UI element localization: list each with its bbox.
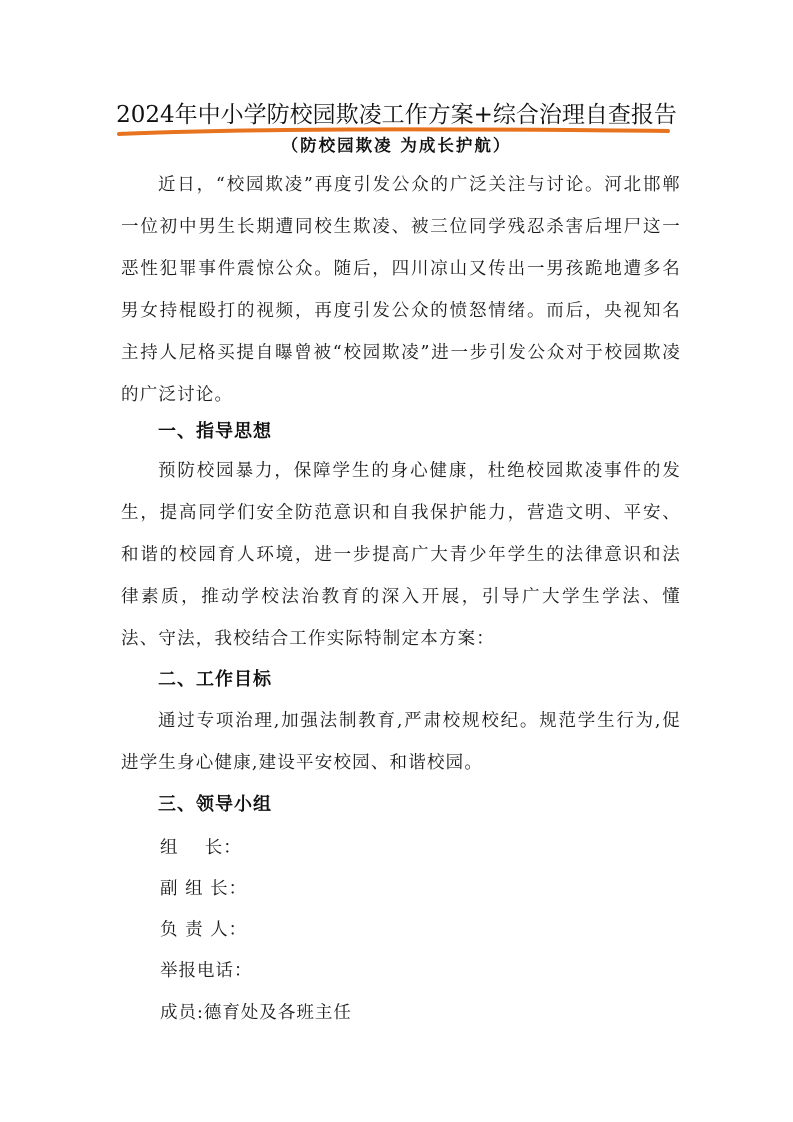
intro-paragraph: 近日，“校园欺凌”再度引发公众的广泛关注与讨论。河北邯郸一位初中男生长期遭同校生欺凌、被三位同学残忍杀害后埋尸这一恶性犯罪事件震惊公众。随后，四川凉山又传出一男孩跪地遭多名男女持棍殴打的视频，再度引发公众的愤怒情绪。而后，央视知名主持人尼格买提自曝曾被“校园欺凌”进一步引发公众对于校园欺凌的广泛讨论。: [121, 175, 681, 405]
section-body-guiding-ideology: 预防校园暴力，保障学生的身心健康，杜绝校园欺凌事件的发生，提高同学们安全防范意识和自我保护能力，营造文明、平安、和谐的校园育人环境，进一步提高广大青少年学生的法律意识和法律素质，推动学校法治教育的深入开展，引导广大学生学法、懂法、守法，我校结合工作实际特制定本方案：: [121, 461, 681, 649]
document-title: 2024年中小学防校园欺凌工作方案+综合治理自查报告: [116, 102, 677, 128]
document-subtitle: （防校园欺凌 为成长护航）: [281, 136, 512, 155]
section-heading-guiding-ideology: 一、指导思想: [158, 421, 272, 442]
field-deputy-leader: 副 组 长：: [160, 879, 248, 899]
field-person-in-charge: 负 责 人：: [160, 920, 248, 940]
section-heading-leading-group: 三、领导小组: [158, 794, 272, 815]
field-group-leader: 组 长：: [160, 838, 242, 858]
section-heading-work-goals: 二、工作目标: [158, 669, 272, 690]
field-members: 成员:德育处及各班主任: [160, 1003, 352, 1023]
field-report-phone: 举报电话：: [160, 961, 253, 981]
section-body-work-goals: 通过专项治理,加强法制教育,严肃校规校纪。规范学生行为,促进学生身心健康,建设平安校园、和谐校园。: [121, 711, 681, 773]
